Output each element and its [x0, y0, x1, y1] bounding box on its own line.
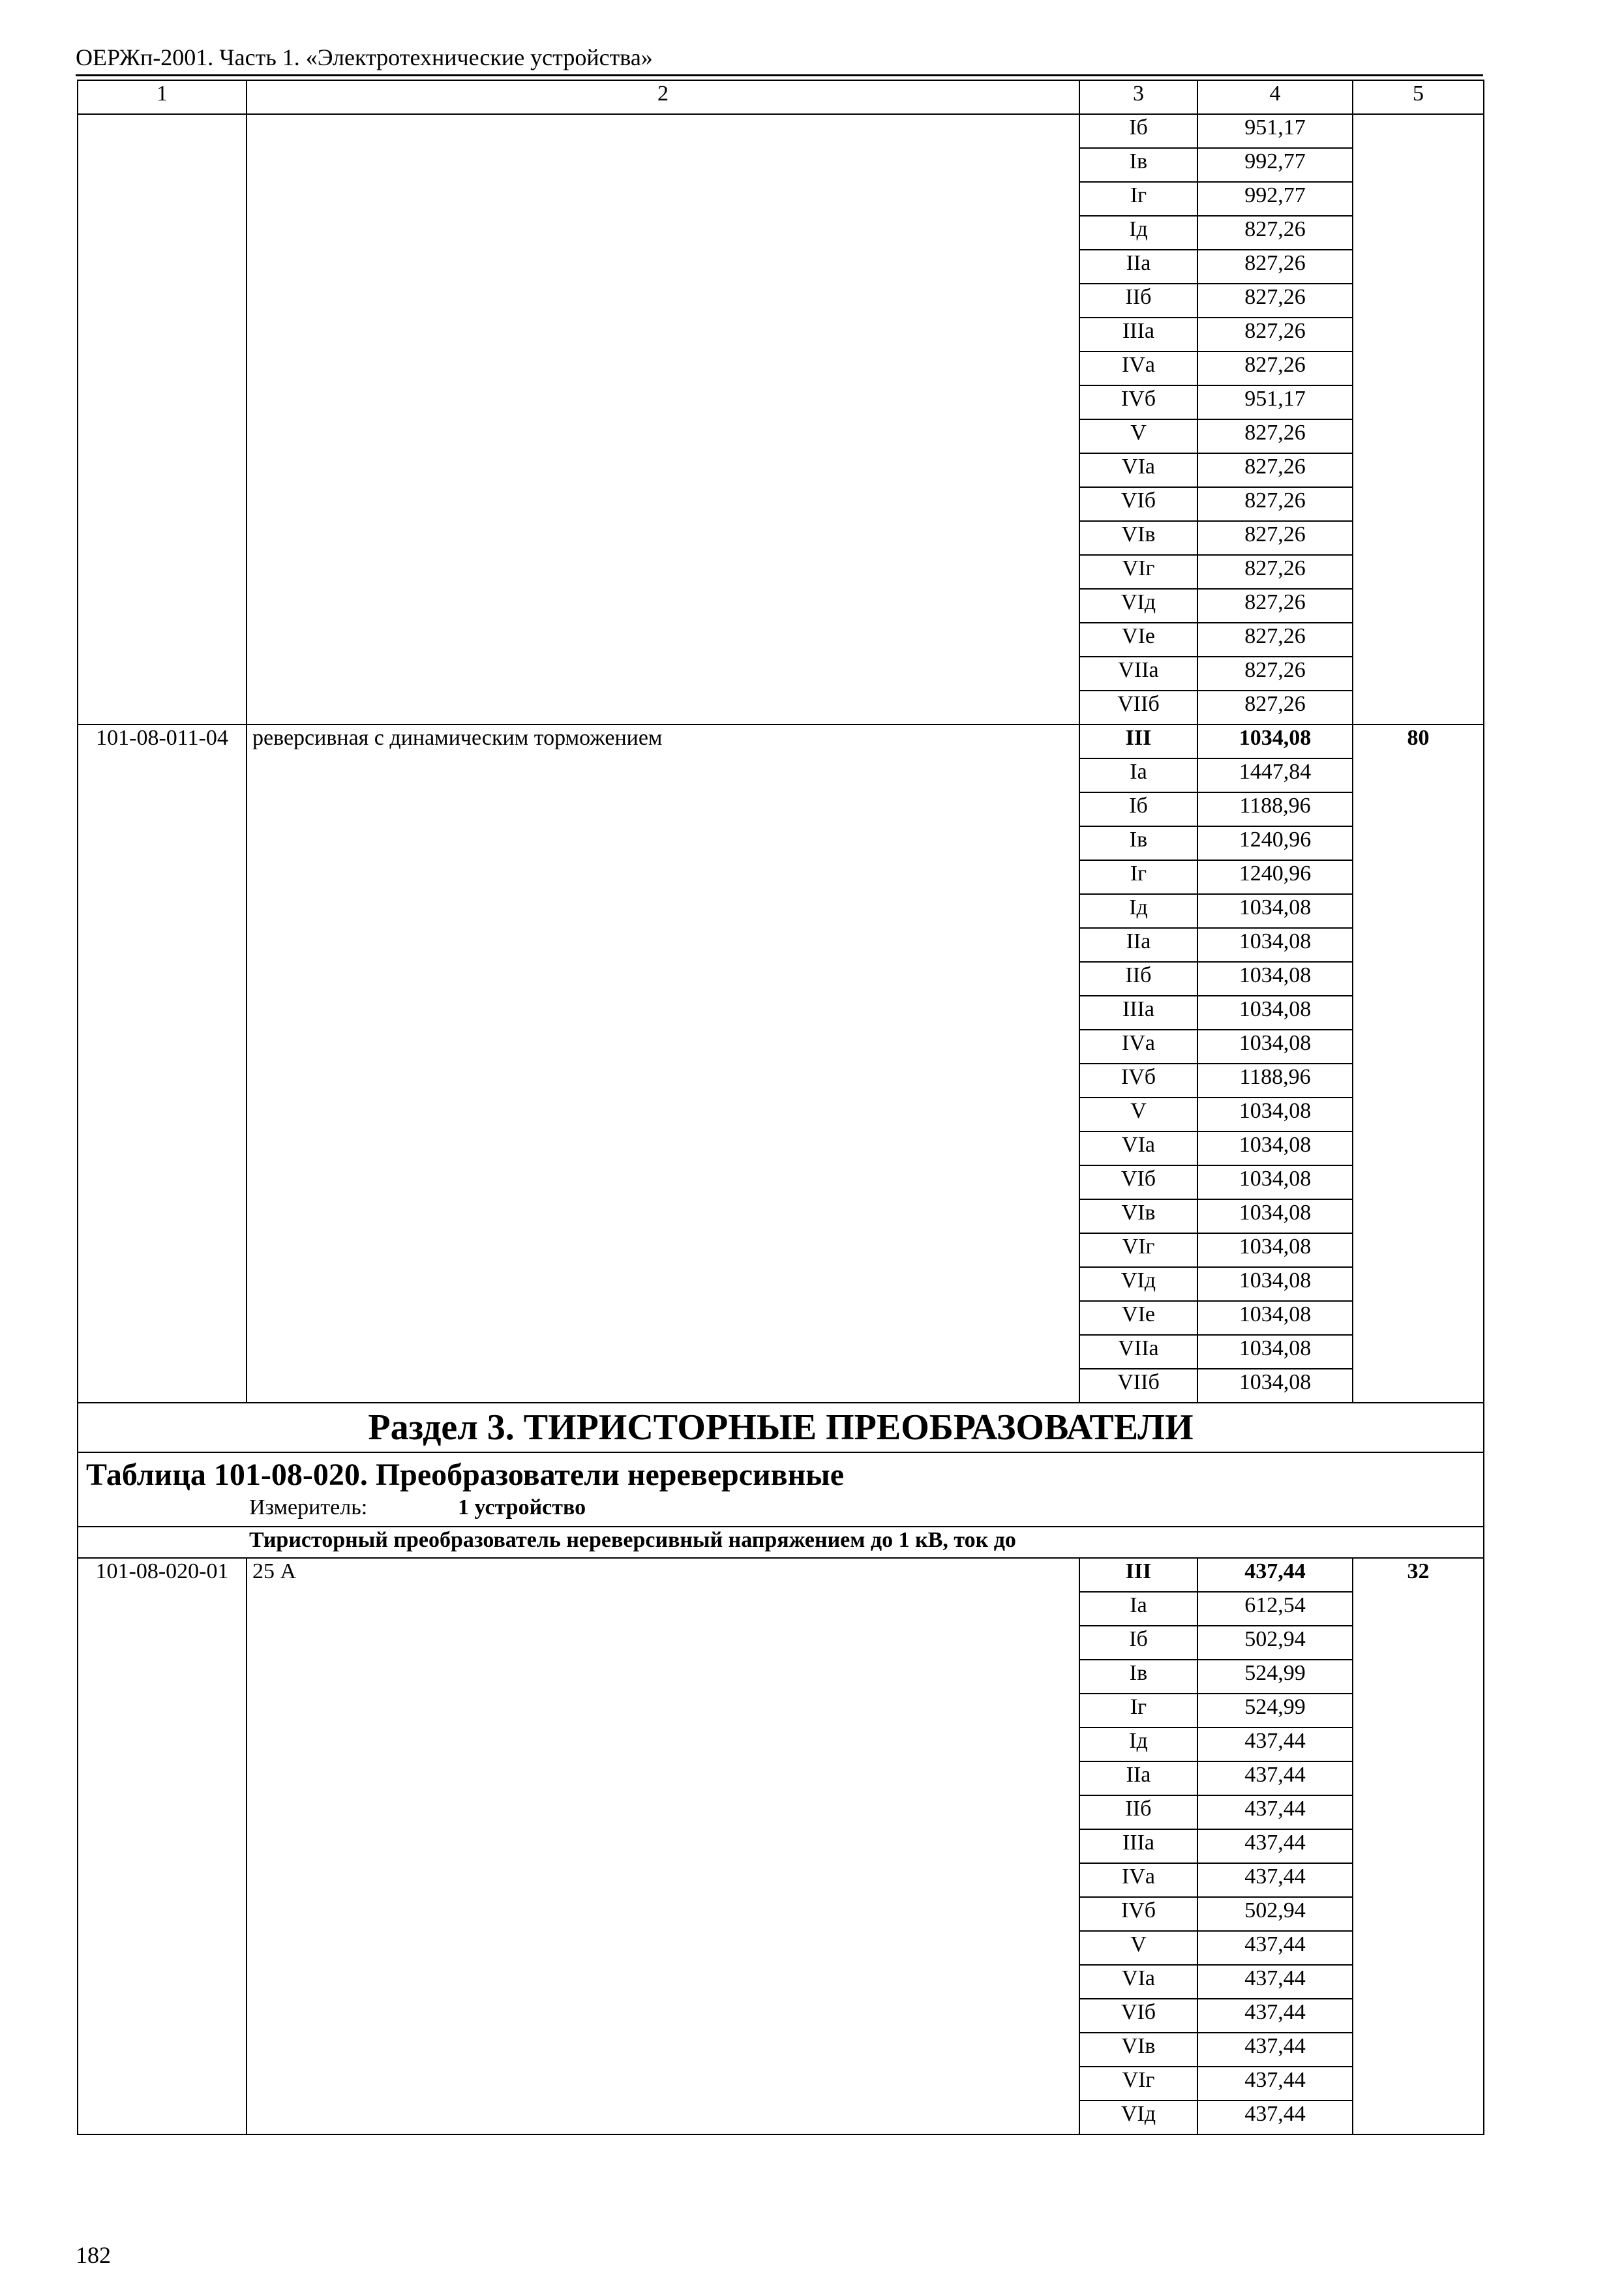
subheading-row	[78, 1527, 1484, 1558]
price-cell: 437,44	[1197, 1829, 1353, 1863]
price-cell: 827,26	[1197, 623, 1353, 657]
price-cell: 437,44	[1197, 2101, 1353, 2134]
table-title-row	[78, 1452, 1484, 1527]
price-cell: 1034,08	[1197, 1098, 1353, 1131]
price-cell: 437,44	[1197, 1965, 1353, 1999]
price-cell: 1188,96	[1197, 792, 1353, 826]
zone-cell: Iб	[1079, 114, 1197, 148]
zone-cell: IVб	[1079, 385, 1197, 419]
zone-cell: IIб	[1079, 284, 1197, 318]
zone-cell: V	[1079, 419, 1197, 453]
price-cell: 1034,08	[1197, 1030, 1353, 1064]
zone-cell: Iд	[1079, 216, 1197, 250]
price-cell: 827,26	[1197, 555, 1353, 589]
zone-cell: IIIа	[1079, 1829, 1197, 1863]
page-number: 182	[76, 2242, 111, 2268]
zone-cell: III	[1079, 725, 1197, 758]
price-cell: 992,77	[1197, 148, 1353, 182]
zone-cell: VIе	[1079, 623, 1197, 657]
zone-cell: Iб	[1079, 792, 1197, 826]
zone-cell: Iг	[1079, 182, 1197, 216]
price-table	[77, 80, 1484, 2135]
zone-cell: Iд	[1079, 1728, 1197, 1761]
table-title: Таблица 101-08-020. Преобразователи нереверсивные	[86, 1458, 845, 1492]
zone-cell: VIа	[1079, 1131, 1197, 1165]
price-cell: 827,26	[1197, 453, 1353, 487]
rate-code: 101-08-020-01	[78, 1558, 247, 2134]
zone-cell: VIв	[1079, 1199, 1197, 1233]
price-cell: 1240,96	[1197, 860, 1353, 894]
price-cell: 437,44	[1197, 1999, 1353, 2033]
zone-cell: Iб	[1079, 1626, 1197, 1660]
table-row	[78, 114, 1484, 148]
column-number: 4	[1197, 80, 1353, 114]
zone-cell: Iд	[1079, 894, 1197, 928]
price-cell: 437,44	[1197, 1931, 1353, 1965]
price-cell: 827,26	[1197, 589, 1353, 623]
price-cell: 827,26	[1197, 216, 1353, 250]
zone-cell: IVа	[1079, 1030, 1197, 1064]
table-row	[78, 1558, 1484, 1592]
zone-cell: V	[1079, 1098, 1197, 1131]
column-5-value: 32	[1353, 1558, 1484, 2134]
price-cell: 827,26	[1197, 352, 1353, 385]
zone-cell: IIа	[1079, 1761, 1197, 1795]
zone-cell: VIг	[1079, 555, 1197, 589]
price-cell: 1034,08	[1197, 1233, 1353, 1267]
section-title-row	[78, 1403, 1484, 1452]
zone-cell: Iв	[1079, 148, 1197, 182]
zone-cell: VIб	[1079, 1999, 1197, 2033]
zone-cell: Iа	[1079, 1592, 1197, 1626]
zone-cell: IVб	[1079, 1064, 1197, 1098]
meter-label: Измеритель:	[249, 1495, 368, 1519]
price-cell: 524,99	[1197, 1660, 1353, 1694]
column-5-value	[1353, 114, 1484, 725]
price-cell: 827,26	[1197, 657, 1353, 691]
price-cell: 992,77	[1197, 182, 1353, 216]
price-cell: 437,44	[1197, 1558, 1353, 1592]
price-cell: 827,26	[1197, 419, 1353, 453]
zone-cell: Iг	[1079, 860, 1197, 894]
price-cell: 951,17	[1197, 385, 1353, 419]
zone-cell: IVа	[1079, 352, 1197, 385]
zone-cell: VIв	[1079, 2033, 1197, 2067]
price-cell: 437,44	[1197, 1761, 1353, 1795]
price-cell: 1034,08	[1197, 928, 1353, 962]
table-title-block	[78, 1452, 1484, 1527]
price-cell: 1034,08	[1197, 725, 1353, 758]
price-cell: 827,26	[1197, 521, 1353, 555]
column-5-value: 80	[1353, 725, 1484, 1403]
column-number: 5	[1353, 80, 1484, 114]
price-cell: 1034,08	[1197, 1335, 1353, 1369]
price-cell: 1034,08	[1197, 1199, 1353, 1233]
rate-code: 101-08-011-04	[78, 725, 247, 1403]
price-cell: 827,26	[1197, 284, 1353, 318]
zone-cell: VIб	[1079, 1165, 1197, 1199]
zone-cell: VIг	[1079, 2067, 1197, 2101]
zone-cell: VIд	[1079, 2101, 1197, 2134]
zone-cell: IIа	[1079, 928, 1197, 962]
section-title: Раздел 3. ТИРИСТОРНЫЕ ПРЕОБРАЗОВАТЕЛИ	[78, 1403, 1484, 1452]
zone-cell: Iг	[1079, 1694, 1197, 1728]
zone-cell: IIIа	[1079, 996, 1197, 1030]
price-cell: 1034,08	[1197, 1165, 1353, 1199]
column-number: 2	[247, 80, 1079, 114]
price-cell: 1188,96	[1197, 1064, 1353, 1098]
price-cell: 437,44	[1197, 1795, 1353, 1829]
price-cell: 437,44	[1197, 2067, 1353, 2101]
price-cell: 1240,96	[1197, 826, 1353, 860]
price-cell: 1034,08	[1197, 1267, 1353, 1301]
meter-value: 1 устройство	[458, 1495, 586, 1519]
zone-cell: VIIа	[1079, 1335, 1197, 1369]
zone-cell: III	[1079, 1558, 1197, 1592]
price-cell: 1034,08	[1197, 1301, 1353, 1335]
header-rule	[76, 74, 1483, 76]
rate-description	[247, 114, 1079, 725]
price-cell: 437,44	[1197, 1728, 1353, 1761]
zone-cell: VIIб	[1079, 1369, 1197, 1403]
zone-cell: VIе	[1079, 1301, 1197, 1335]
price-cell: 437,44	[1197, 2033, 1353, 2067]
price-cell: 827,26	[1197, 691, 1353, 725]
table-row	[78, 725, 1484, 758]
price-cell: 437,44	[1197, 1863, 1353, 1897]
zone-cell: IIIа	[1079, 318, 1197, 352]
zone-cell: IVб	[1079, 1897, 1197, 1931]
column-number: 3	[1079, 80, 1197, 114]
zone-cell: Iв	[1079, 1660, 1197, 1694]
rate-code	[78, 114, 247, 725]
price-cell: 612,54	[1197, 1592, 1353, 1626]
zone-cell: V	[1079, 1931, 1197, 1965]
price-cell: 1034,08	[1197, 1369, 1353, 1403]
zone-cell: Iв	[1079, 826, 1197, 860]
zone-cell: VIа	[1079, 453, 1197, 487]
zone-cell: IIб	[1079, 962, 1197, 996]
zone-cell: VIб	[1079, 487, 1197, 521]
price-cell: 827,26	[1197, 487, 1353, 521]
zone-cell: Iа	[1079, 758, 1197, 792]
rate-description: реверсивная с динамическим торможением	[247, 725, 1079, 1403]
rate-description: 25 А	[247, 1558, 1079, 2134]
zone-cell: IIб	[1079, 1795, 1197, 1829]
price-cell: 1034,08	[1197, 996, 1353, 1030]
zone-cell: IIа	[1079, 250, 1197, 284]
price-cell: 502,94	[1197, 1897, 1353, 1931]
price-cell: 1447,84	[1197, 758, 1353, 792]
zone-cell: VIа	[1079, 1965, 1197, 1999]
price-cell: 524,99	[1197, 1694, 1353, 1728]
zone-cell: IVа	[1079, 1863, 1197, 1897]
zone-cell: VIIб	[1079, 691, 1197, 725]
meter-line	[78, 1495, 1483, 1526]
column-number-row	[78, 80, 1484, 114]
zone-cell: VIв	[1079, 521, 1197, 555]
price-cell: 1034,08	[1197, 894, 1353, 928]
price-cell: 827,26	[1197, 250, 1353, 284]
zone-cell: VIг	[1079, 1233, 1197, 1267]
price-cell: 502,94	[1197, 1626, 1353, 1660]
zone-cell: VIд	[1079, 589, 1197, 623]
price-cell: 1034,08	[1197, 1131, 1353, 1165]
price-cell: 1034,08	[1197, 962, 1353, 996]
price-cell: 951,17	[1197, 114, 1353, 148]
document-header: ОЕРЖп-2001. Часть 1. «Электротехнические устройства»	[76, 44, 653, 70]
zone-cell: VIIа	[1079, 657, 1197, 691]
zone-cell: VIд	[1079, 1267, 1197, 1301]
price-cell: 827,26	[1197, 318, 1353, 352]
column-number: 1	[78, 80, 247, 114]
subheading: Тиристорный преобразователь нереверсивный напряжением до 1 кВ, ток до	[78, 1527, 1484, 1558]
